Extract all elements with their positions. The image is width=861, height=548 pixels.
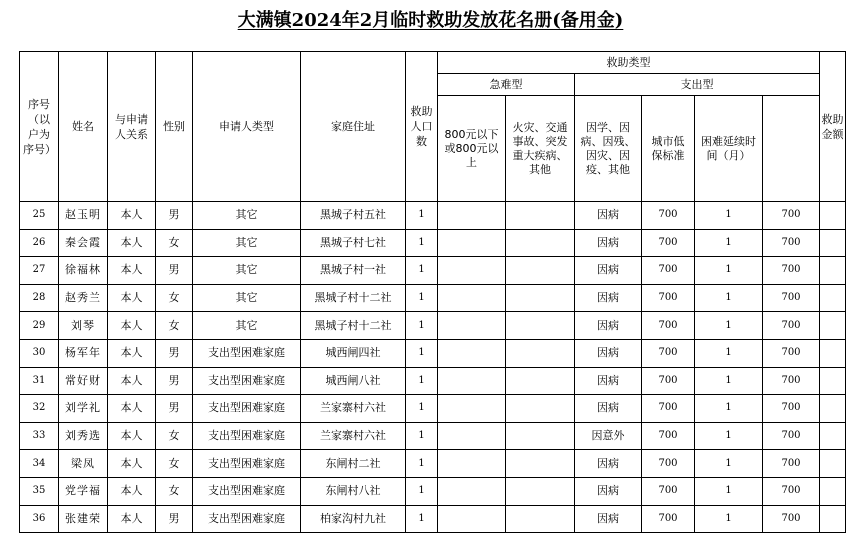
cell-emergency-cause [506,477,575,505]
cell-gender: 男 [156,202,193,230]
cell-address: 东闸村二社 [301,450,406,478]
cell-amount: 700 [763,477,820,505]
cell-address: 黑城子村十二社 [301,312,406,340]
cell-expense-reason: 因病 [575,477,642,505]
cell-emergency-cause [506,202,575,230]
cell-amount: 700 [763,422,820,450]
cell-population: 1 [406,284,438,312]
cell-emergency-cause [506,339,575,367]
cell-population: 1 [406,450,438,478]
cell-name: 常好财 [59,367,108,395]
cell-emergency-cause [506,505,575,533]
header-name: 姓名 [59,52,108,202]
cell-name: 杨军年 [59,339,108,367]
cell-applicant-type: 支出型困难家庭 [193,477,301,505]
cell-address: 黑城子村一社 [301,257,406,285]
cell-amount: 700 [763,367,820,395]
cell-expense-reason: 因病 [575,505,642,533]
cell-seq: 31 [20,367,59,395]
cell-applicant-type: 其它 [193,312,301,340]
cell-gender: 女 [156,477,193,505]
cell-expense-reason: 因病 [575,450,642,478]
cell-gender: 女 [156,229,193,257]
cell-name: 刘琴 [59,312,108,340]
cell-emergency-threshold [438,505,506,533]
cell-note [820,229,846,257]
cell-relation: 本人 [108,339,156,367]
header-expense-reason: 因学、因病、因残、因灾、因疫、其他 [575,96,642,202]
cell-name: 刘秀选 [59,422,108,450]
cell-applicant-type: 支出型困难家庭 [193,505,301,533]
cell-applicant-type: 其它 [193,229,301,257]
cell-population: 1 [406,229,438,257]
relief-roster-table [19,51,846,533]
cell-name: 党学福 [59,477,108,505]
cell-expense-duration: 1 [695,450,763,478]
cell-applicant-type: 其它 [193,284,301,312]
cell-gender: 女 [156,422,193,450]
cell-amount: 700 [763,339,820,367]
cell-expense-duration: 1 [695,202,763,230]
cell-relation: 本人 [108,395,156,423]
cell-applicant-type: 支出型困难家庭 [193,422,301,450]
table-row [20,367,846,395]
cell-emergency-threshold [438,395,506,423]
table-row [20,312,846,340]
cell-note [820,450,846,478]
cell-population: 1 [406,202,438,230]
header-emergency-threshold: 800元以下或800元以上 [438,96,506,202]
cell-expense-standard: 700 [642,450,695,478]
cell-address: 东闸村八社 [301,477,406,505]
cell-note [820,339,846,367]
cell-note [820,367,846,395]
cell-applicant-type: 支出型困难家庭 [193,395,301,423]
cell-relation: 本人 [108,450,156,478]
cell-expense-standard: 700 [642,284,695,312]
cell-address: 城西闸八社 [301,367,406,395]
table-row [20,257,846,285]
cell-expense-duration: 1 [695,505,763,533]
cell-name: 梁凤 [59,450,108,478]
cell-address: 兰家寨村六社 [301,395,406,423]
cell-expense-duration: 1 [695,257,763,285]
cell-relation: 本人 [108,477,156,505]
table-header [20,52,846,202]
cell-expense-reason: 因病 [575,202,642,230]
table-row [20,477,846,505]
cell-seq: 30 [20,339,59,367]
cell-amount: 700 [763,505,820,533]
cell-address: 柏家沟村九社 [301,505,406,533]
cell-relation: 本人 [108,202,156,230]
cell-seq: 34 [20,450,59,478]
cell-population: 1 [406,339,438,367]
cell-gender: 男 [156,367,193,395]
cell-expense-reason: 因病 [575,284,642,312]
cell-seq: 36 [20,505,59,533]
cell-seq: 26 [20,229,59,257]
cell-seq: 28 [20,284,59,312]
cell-expense-standard: 700 [642,367,695,395]
table-body [20,202,846,533]
table-row [20,229,846,257]
cell-expense-reason: 因病 [575,257,642,285]
cell-expense-duration: 1 [695,422,763,450]
cell-expense-reason: 因病 [575,367,642,395]
cell-name: 赵玉明 [59,202,108,230]
cell-seq: 33 [20,422,59,450]
cell-emergency-cause [506,367,575,395]
cell-emergency-cause [506,312,575,340]
cell-amount: 700 [763,257,820,285]
table-row [20,202,846,230]
cell-relation: 本人 [108,367,156,395]
cell-expense-standard: 700 [642,505,695,533]
cell-amount: 700 [763,229,820,257]
cell-seq: 29 [20,312,59,340]
header-emergency: 急难型 [438,74,575,96]
cell-expense-duration: 1 [695,477,763,505]
cell-expense-standard: 700 [642,312,695,340]
cell-relation: 本人 [108,505,156,533]
table-row [20,422,846,450]
header-expense: 支出型 [575,74,820,96]
cell-amount: 700 [763,450,820,478]
cell-emergency-threshold [438,367,506,395]
cell-seq: 25 [20,202,59,230]
header-address: 家庭住址 [301,52,406,202]
cell-gender: 男 [156,257,193,285]
cell-amount: 700 [763,202,820,230]
cell-relation: 本人 [108,257,156,285]
header-seq: 序号（以户为序号） [20,52,59,202]
table-row [20,505,846,533]
cell-emergency-threshold [438,229,506,257]
header-amount: 救助金额 [820,52,846,202]
cell-address: 兰家寨村六社 [301,422,406,450]
cell-address: 黑城子村十二社 [301,284,406,312]
cell-emergency-threshold [438,312,506,340]
cell-expense-standard: 700 [642,339,695,367]
header-expense-duration: 困难延续时间（月） [695,96,763,202]
header-relief-type: 救助类型 [438,52,820,74]
cell-emergency-threshold [438,257,506,285]
cell-expense-duration: 1 [695,367,763,395]
cell-expense-duration: 1 [695,339,763,367]
cell-applicant-type: 其它 [193,202,301,230]
cell-address: 城西闸四社 [301,339,406,367]
cell-note [820,505,846,533]
document-title [0,8,861,34]
cell-name: 张建荣 [59,505,108,533]
cell-amount: 700 [763,312,820,340]
cell-address: 黑城子村五社 [301,202,406,230]
cell-expense-reason: 因病 [575,339,642,367]
cell-population: 1 [406,505,438,533]
cell-applicant-type: 支出型困难家庭 [193,339,301,367]
cell-amount: 700 [763,395,820,423]
header-applicant-type: 申请人类型 [193,52,301,202]
cell-relation: 本人 [108,229,156,257]
cell-expense-standard: 700 [642,257,695,285]
document-title-text: 大满镇2024年2月临时救助发放花名册(备用金) [237,10,624,31]
cell-note [820,395,846,423]
table-row [20,339,846,367]
cell-emergency-threshold [438,450,506,478]
header-emergency-cause: 火灾、交通事故、突发重大疾病、其他 [506,96,575,202]
cell-population: 1 [406,477,438,505]
cell-emergency-cause [506,284,575,312]
cell-population: 1 [406,257,438,285]
header-population: 救助人口数 [406,52,438,202]
cell-expense-reason: 因病 [575,312,642,340]
cell-expense-standard: 700 [642,202,695,230]
cell-expense-standard: 700 [642,422,695,450]
cell-note [820,477,846,505]
cell-expense-reason: 因病 [575,395,642,423]
cell-emergency-threshold [438,422,506,450]
cell-gender: 女 [156,450,193,478]
cell-emergency-cause [506,422,575,450]
header-gender: 性别 [156,52,193,202]
cell-emergency-cause [506,395,575,423]
cell-note [820,202,846,230]
cell-relation: 本人 [108,312,156,340]
table-row [20,395,846,423]
cell-name: 刘学礼 [59,395,108,423]
cell-expense-standard: 700 [642,229,695,257]
table-row [20,450,846,478]
cell-note [820,284,846,312]
cell-emergency-threshold [438,284,506,312]
cell-relation: 本人 [108,284,156,312]
cell-name: 赵秀兰 [59,284,108,312]
cell-gender: 男 [156,395,193,423]
cell-population: 1 [406,395,438,423]
cell-address: 黑城子村七社 [301,229,406,257]
cell-emergency-cause [506,257,575,285]
cell-seq: 32 [20,395,59,423]
cell-emergency-threshold [438,339,506,367]
cell-applicant-type: 支出型困难家庭 [193,450,301,478]
cell-population: 1 [406,367,438,395]
cell-expense-standard: 700 [642,395,695,423]
cell-expense-reason: 因病 [575,229,642,257]
cell-gender: 女 [156,312,193,340]
cell-gender: 男 [156,339,193,367]
cell-emergency-cause [506,229,575,257]
cell-gender: 女 [156,284,193,312]
cell-expense-reason: 因意外 [575,422,642,450]
cell-population: 1 [406,312,438,340]
cell-relation: 本人 [108,422,156,450]
cell-note [820,422,846,450]
header-expense-standard: 城市低保标准 [642,96,695,202]
cell-gender: 男 [156,505,193,533]
cell-name: 徐福林 [59,257,108,285]
cell-emergency-threshold [438,202,506,230]
cell-applicant-type: 支出型困难家庭 [193,367,301,395]
cell-population: 1 [406,422,438,450]
cell-emergency-cause [506,450,575,478]
cell-expense-duration: 1 [695,395,763,423]
header-relation: 与申请人关系 [108,52,156,202]
table-row [20,284,846,312]
cell-note [820,312,846,340]
cell-expense-standard: 700 [642,477,695,505]
cell-expense-duration: 1 [695,229,763,257]
cell-seq: 35 [20,477,59,505]
cell-applicant-type: 其它 [193,257,301,285]
cell-name: 秦会霞 [59,229,108,257]
cell-amount: 700 [763,284,820,312]
cell-expense-duration: 1 [695,284,763,312]
cell-expense-duration: 1 [695,312,763,340]
cell-note [820,257,846,285]
cell-seq: 27 [20,257,59,285]
cell-emergency-threshold [438,477,506,505]
